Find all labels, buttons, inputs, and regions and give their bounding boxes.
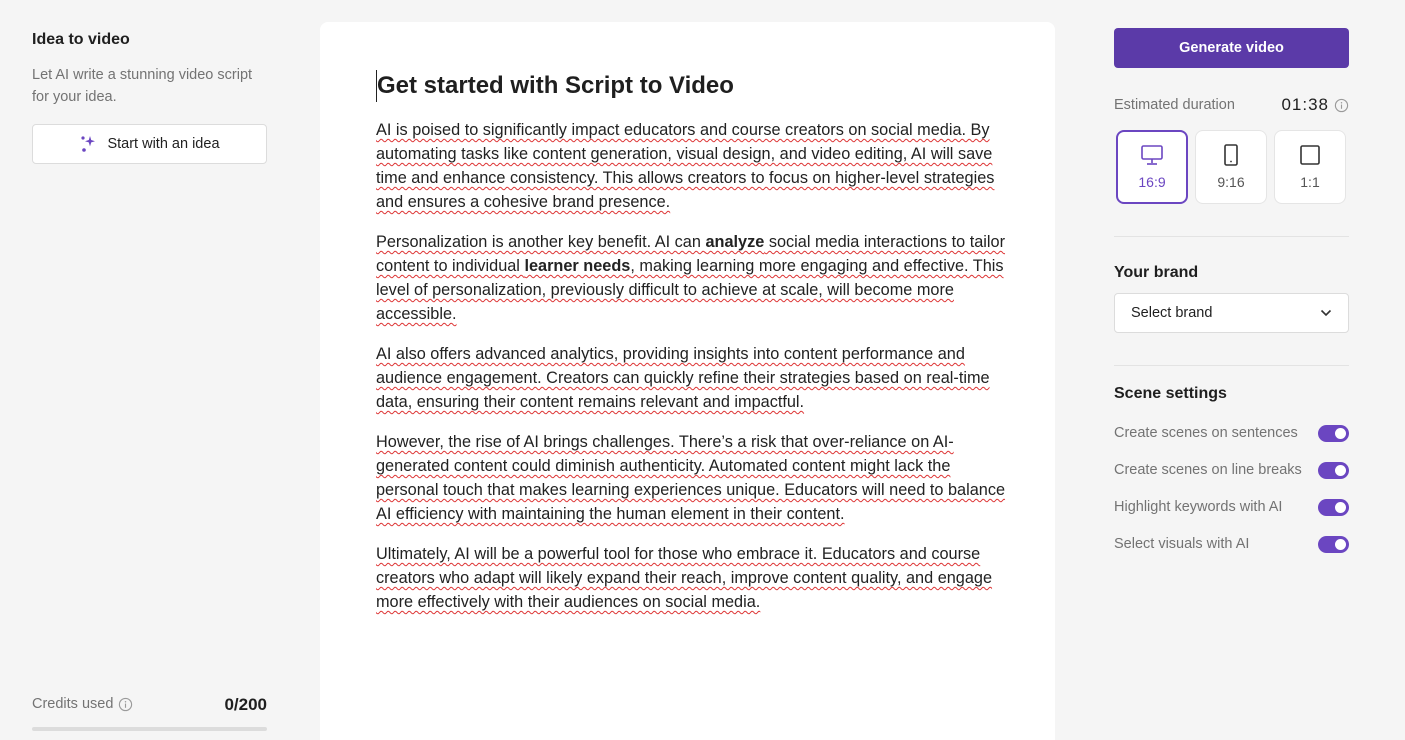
setting-label: Create scenes on line breaks xyxy=(1114,462,1302,478)
idea-panel-description: Let AI write a stunning video script for your idea. xyxy=(32,67,253,105)
toggle-knob xyxy=(1335,539,1346,550)
setting-label: Select visuals with AI xyxy=(1114,536,1250,552)
divider xyxy=(1114,236,1349,237)
ratio-label: 9:16 xyxy=(1217,174,1245,190)
aspect-ratio-selector xyxy=(1116,130,1346,204)
divider xyxy=(1114,365,1349,366)
right-panel xyxy=(1114,0,1349,740)
chevron-down-icon xyxy=(1320,309,1332,317)
script-paragraph[interactable] xyxy=(376,230,1006,326)
paragraph-text: AI also offers advanced analytics, providing insights into content performance and audience engagement. Creators can quickly refine their strategies based on real-time data, ensuring their content remains relevant and impactful. xyxy=(376,345,990,411)
brand-select-value: Select brand xyxy=(1131,305,1213,321)
toggle-knob xyxy=(1335,428,1346,439)
toggle-knob xyxy=(1335,502,1346,513)
setting-label: Highlight keywords with AI xyxy=(1114,499,1283,515)
left-panel xyxy=(32,0,267,740)
square-icon xyxy=(1298,144,1322,166)
brand-select[interactable] xyxy=(1114,293,1349,333)
toggle-knob xyxy=(1335,465,1346,476)
ratio-label: 16:9 xyxy=(1138,174,1166,190)
paragraph-text: Ultimately, AI will be a powerful tool for those who embrace it. Educators and course creators who adapt will likely expand their reach, improve content quality, and engage more effectively with their audiences on social media. xyxy=(376,545,993,611)
credits-label-wrap xyxy=(32,696,133,712)
ratio-label: 1:1 xyxy=(1300,174,1320,190)
paragraph-text: , making learning more engaging and effective. This level of personalization, previously difficult to achieve at scale, will become more accessible. xyxy=(376,257,1004,323)
credits-value: 0/200 xyxy=(224,695,267,714)
ratio-option-1-1[interactable] xyxy=(1274,130,1346,204)
script-paragraphs[interactable] xyxy=(376,118,1006,614)
info-icon[interactable] xyxy=(118,697,133,712)
sparkle-icon xyxy=(79,135,97,153)
start-with-idea-button[interactable] xyxy=(32,124,267,164)
setting-label: Create scenes on sentences xyxy=(1114,425,1298,441)
setting-scenes-on-sentences xyxy=(1114,423,1349,443)
paragraph-text: Personalization is another key benefit. AI can xyxy=(376,233,706,251)
script-paragraph[interactable] xyxy=(376,542,1006,614)
credits-label: Credits used xyxy=(32,696,114,712)
script-title[interactable]: Get started with Script to Video xyxy=(376,70,1006,102)
toggle-switch[interactable] xyxy=(1318,425,1349,442)
duration-display xyxy=(1281,95,1349,115)
duration-label: Estimated duration xyxy=(1114,97,1235,113)
setting-select-visuals xyxy=(1114,534,1349,554)
brand-section-title: Your brand xyxy=(1114,264,1199,281)
monitor-icon xyxy=(1140,144,1164,166)
credits-row xyxy=(32,696,267,716)
editor-content[interactable] xyxy=(376,70,1006,630)
paragraph-text: social media interactions to tailor content to individual xyxy=(376,233,1006,275)
setting-highlight-keywords xyxy=(1114,497,1349,517)
script-editor[interactable] xyxy=(320,22,1055,740)
start-with-idea-label: Start with an idea xyxy=(107,136,220,152)
idea-panel-title: Idea to video xyxy=(32,31,130,48)
ratio-option-9-16[interactable] xyxy=(1195,130,1267,204)
scene-settings-title: Scene settings xyxy=(1114,385,1227,402)
keyword-highlight: analyze xyxy=(705,233,765,251)
script-paragraph[interactable] xyxy=(376,342,1006,414)
phone-icon xyxy=(1219,144,1243,166)
setting-scenes-on-line-breaks xyxy=(1114,460,1349,480)
duration-value: 01:38 xyxy=(1281,95,1329,114)
toggle-switch[interactable] xyxy=(1318,536,1349,553)
paragraph-text: However, the rise of AI brings challenges. There’s a risk that over-reliance on AI-generated content could diminish authenticity. Automated content might lack the personal touch that makes learning experiences unique. Educators will need to balance AI efficiency with maintaining the human element in their content. xyxy=(376,433,1006,523)
toggle-switch[interactable] xyxy=(1318,499,1349,516)
generate-video-button[interactable]: Generate video xyxy=(1114,28,1349,68)
ratio-option-16-9[interactable] xyxy=(1116,130,1188,204)
credits-progress-bar xyxy=(32,727,267,731)
script-paragraph[interactable] xyxy=(376,430,1006,526)
keyword-highlight: learner needs xyxy=(524,257,631,275)
paragraph-text: AI is poised to significantly impact educators and course creators on social media. By automating tasks like content generation, visual design, and video editing, AI will save time and enhance consistency. This allows creators to focus on higher-level strategies and ensures a cohesive brand presence. xyxy=(376,121,995,211)
duration-info-icon[interactable] xyxy=(1334,98,1349,113)
toggle-switch[interactable] xyxy=(1318,462,1349,479)
script-paragraph[interactable] xyxy=(376,118,1006,214)
